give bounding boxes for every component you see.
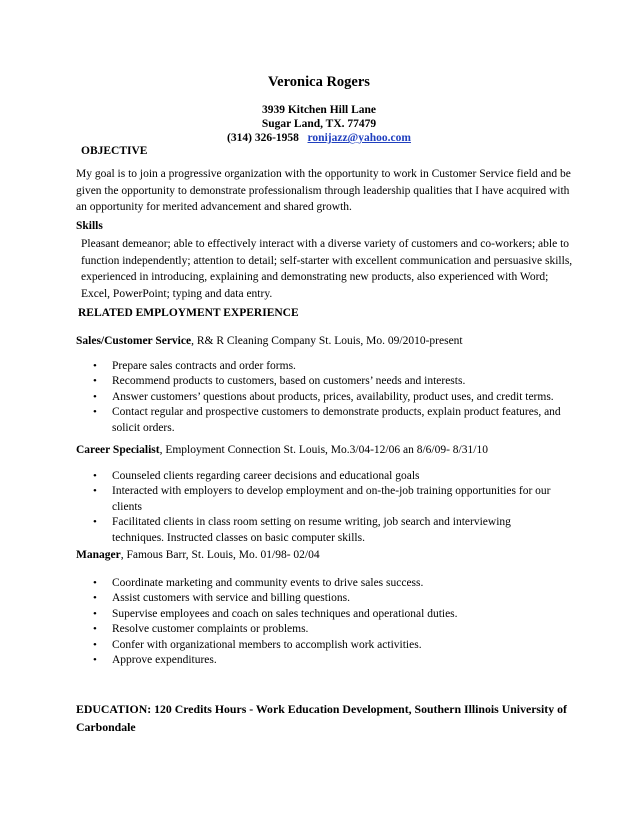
job-title: Sales/Customer Service: [76, 335, 192, 347]
job-entry-sales: [76, 335, 463, 347]
list-item: • Interacted with employers to develop employment and on-the-job training opportunities for our clients: [93, 485, 551, 513]
list-item: • Recommend products to customers, based on customers’ needs and interests.: [93, 374, 573, 389]
job-entry-manager: [76, 549, 320, 561]
job-title: Career Specialist: [76, 444, 160, 456]
street-address: 3939 Kitchen Hill Lane: [261, 104, 377, 116]
contact-line: [0, 132, 638, 144]
job-details: , R& R Cleaning Company St. Louis, Mo. 09/2010-present: [191, 335, 463, 347]
list-item: • Assist customers with service and billing questions.: [93, 591, 573, 606]
list-item: • Coordinate marketing and community events to drive sales success.: [93, 576, 573, 591]
phone-number: (314) 326-1958: [227, 132, 299, 144]
list-item: • Approve expenditures.: [93, 653, 573, 668]
job-entry-career-specialist: [76, 444, 488, 456]
bullet-icon: •: [93, 592, 97, 605]
candidate-name: Veronica Rogers: [268, 74, 370, 90]
job-title: Manager: [76, 549, 121, 561]
job-duties-list: [93, 359, 573, 436]
list-item: • Supervise employees and coach on sales techniques and operational duties.: [93, 607, 573, 622]
job-duties-list: [93, 576, 573, 668]
bullet-icon: •: [93, 375, 97, 388]
education-line: EDUCATION: 120 Credits Hours - Work Education Development, Southern Illinois University of Carbondale: [76, 702, 567, 734]
objective-text: My goal is to join a progressive organization with the opportunity to work in Customer Service field and be given the opportunity to demonstrate professionalism through leadership qualities that I have acquired with an opportunity for merited advancement and shared growth.: [76, 168, 571, 213]
bullet-icon: •: [93, 607, 97, 620]
bullet-icon: •: [93, 360, 97, 372]
objective-heading: OBJECTIVE: [81, 145, 148, 157]
job-details: , Famous Barr, St. Louis, Mo. 01/98- 02/04: [120, 549, 320, 561]
bullet-icon: •: [93, 654, 97, 667]
bullet-icon: •: [93, 470, 97, 482]
city-state-zip: Sugar Land, TX. 77479: [261, 118, 377, 130]
bullet-icon: •: [93, 485, 97, 498]
bullet-icon: •: [93, 516, 97, 529]
job-duties-list: [93, 469, 563, 546]
bullet-icon: •: [93, 623, 97, 636]
bullet-icon: •: [93, 390, 97, 403]
list-item: • Prepare sales contracts and order forms.: [93, 359, 573, 374]
bullet-icon: •: [93, 577, 97, 589]
employment-heading: RELATED EMPLOYMENT EXPERIENCE: [78, 307, 299, 319]
list-item: • Confer with organizational members to accomplish work activities.: [93, 638, 573, 653]
bullet-icon: •: [93, 406, 97, 419]
job-details: , Employment Connection St. Louis, Mo.3/04-12/06 an 8/6/09- 8/31/10: [159, 444, 488, 456]
list-item: • Contact regular and prospective customers to demonstrate products, explain product features, and solicit orders.: [93, 406, 561, 434]
list-item: • Answer customers’ questions about products, prices, availability, product uses, and credit terms.: [93, 390, 573, 405]
skills-heading: Skills: [76, 220, 103, 232]
skills-text: Pleasant demeanor; able to effectively interact with a diverse variety of customers and co-workers; able to function independently; attention to detail; self-starter with excellent communication and persuasive skills, experienced in introducing, explaining and demonstrating new products, also experienced with Word; Excel, PowerPoint; typing and data entry.: [81, 238, 573, 301]
email-link[interactable]: ronijazz@yahoo.com: [307, 132, 411, 144]
list-item: • Facilitated clients in class room setting on resume writing, job search and interviewing techniques. Instructed classes on basic computer skills.: [93, 516, 511, 544]
bullet-icon: •: [93, 638, 97, 651]
list-item: • Resolve customer complaints or problems.: [93, 622, 573, 637]
list-item: • Counseled clients regarding career decisions and educational goals: [93, 469, 563, 484]
